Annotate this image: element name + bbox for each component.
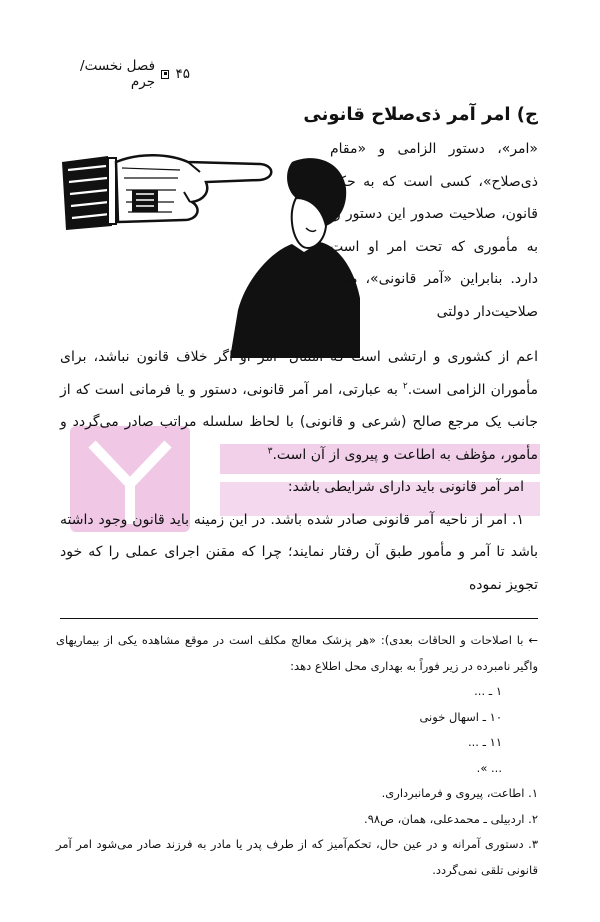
pointing-hand-icon	[62, 155, 271, 230]
footnote-ref-1[interactable]: ۱	[283, 348, 289, 359]
running-header	[60, 58, 190, 90]
text-span: اعم از کشوری و ارتشی است که امتثال	[288, 349, 538, 365]
illustration	[60, 148, 360, 358]
footnote-divider	[60, 618, 538, 619]
main-text	[60, 341, 538, 601]
list-item: ... ».	[476, 760, 502, 775]
paragraph-conditions: امر آمر قانونی باید دارای شرایطی باشد:	[287, 479, 524, 495]
paragraph-condition-1: ۱. امر از ناحیه آمر قانونی صادر شده باشد. در این زمینه باید قانون وجود داشته باشد تا آمر و مأمور طبق آن رفتار نمایند؛ چرا که مقنن اجرای عملی را که خود تجویز نموده	[60, 511, 538, 593]
footnote-1: ۱. اطاعت، پیروی و فرمانبرداری.	[381, 786, 538, 800]
footnote-ref-2[interactable]: ۲	[402, 380, 408, 391]
chapter-title: فصل نخست/ جرم	[80, 58, 156, 90]
square-bullet-icon	[161, 70, 169, 79]
intro-paragraph: «امر»، دستور الزامی و «مقام ذی‌صلاح»، کسی است که به حکم قانون، صلاحیت صدور این دستور را به مأموری که تحت امر او است دارد. بنابراین «آمر قانونی»، مقام صلاحیت‌دار دولتی	[330, 141, 538, 320]
section-heading: ج) امر آمر ذی‌صلاح قانونی	[303, 104, 538, 125]
footnotes	[56, 628, 538, 883]
paragraph-definition	[60, 341, 538, 471]
list-item: ۱ ـ ...	[474, 684, 502, 698]
footnote-continuation: ← با اصلاحات و الحاقات بعدی): «هر پزشک معالج مکلف است در موقع مشاهده یکی از بیماریهای واگیر نامبرده در زیر فوراً به بهداری محل اطلاع دهد:	[56, 633, 538, 673]
list-item: ۱۱ ـ ...	[467, 735, 502, 749]
text-span: به عبارتی، امر آمر قانونی، دستور و یا فرمانی است که از جانب یک مرجع صالح (شرعی و قانونی) با لحاظ سلسله مراتب صادر می‌گردد و مأمور، مؤظف به اطاعت و پیروی از آن است.	[60, 381, 538, 463]
footnote-2: ۲. اردبیلی ـ محمدعلی، همان، ص۹۸.	[364, 811, 538, 826]
page-number: ۴۵	[175, 66, 190, 82]
footnote-ref-3[interactable]: ۳	[267, 445, 273, 456]
text-span: امر او اگر خلاف قانون نباشد، برای مأموران الزامی است.	[60, 349, 538, 398]
list-item: ۱۰ ـ اسهال خونی	[419, 709, 502, 724]
footnote-3: ۳. دستوری آمرانه و در عین حال، تحکم‌آمیز که از طرف پدر یا مادر به فرزند صادر می‌شود امر آمر قانونی تلقی نمی‌گردد.	[56, 837, 538, 877]
